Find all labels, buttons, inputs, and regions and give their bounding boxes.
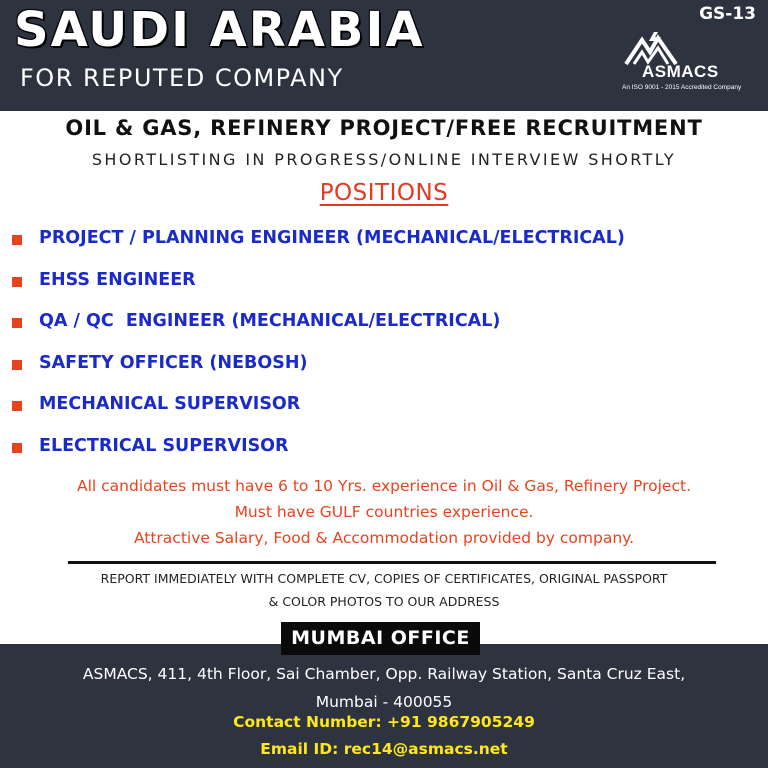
report-line-2: & COLOR PHOTOS TO OUR ADDRESS — [268, 594, 500, 609]
square-bullet-icon — [12, 360, 22, 370]
square-bullet-icon — [12, 318, 22, 328]
list-item — [12, 390, 752, 432]
header-banner — [0, 0, 768, 111]
position-label: MECHANICAL SUPERVISOR — [39, 394, 301, 414]
position-label: SAFETY OFFICER (NEBOSH) — [39, 352, 308, 373]
logo-name: ASMACS — [642, 62, 719, 81]
recruitment-headline: OIL & GAS, REFINERY PROJECT/FREE RECRUITMENT — [65, 116, 703, 140]
list-item — [12, 266, 752, 308]
office-title-badge: MUMBAI OFFICE — [281, 622, 480, 655]
square-bullet-icon — [12, 277, 22, 287]
address-line-2: Mumbai - 400055 — [315, 693, 453, 711]
positions-title: POSITIONS — [319, 180, 449, 206]
report-instructions — [0, 567, 768, 613]
address-line-1: ASMACS, 411, 4th Floor, Sai Chamber, Opp. Railway Station, Santa Cruz East, — [82, 665, 686, 683]
list-item — [12, 349, 752, 391]
position-label: EHSS ENGINEER — [39, 269, 196, 290]
benefits-note: Attractive Salary, Food & Accommodation provided by company. — [133, 529, 635, 547]
experience-requirement: All candidates must have 6 to 10 Yrs. experience in Oil & Gas, Refinery Project. — [77, 477, 691, 495]
shortlisting-subheadline: SHORTLISTING IN PROGRESS/ONLINE INTERVIEW SHORTLY — [91, 150, 677, 169]
contact-number: Contact Number: +91 9867905249 — [233, 713, 535, 731]
position-label: QA / QC ENGINEER (MECHANICAL/ELECTRICAL) — [39, 311, 501, 331]
mountain-bolt-logo-icon — [624, 32, 684, 66]
square-bullet-icon — [12, 443, 22, 453]
office-address — [0, 660, 768, 716]
position-label: ELECTRICAL SUPERVISOR — [39, 435, 289, 456]
report-line-1: REPORT IMMEDIATELY WITH COMPLETE CV, COPIES OF CERTIFICATES, ORIGINAL PASSPORT — [100, 571, 668, 586]
divider — [68, 561, 716, 564]
email-address: Email ID: rec14@asmacs.net — [260, 740, 508, 758]
gulf-requirement: Must have GULF countries experience. — [234, 503, 534, 521]
list-item — [12, 224, 752, 266]
square-bullet-icon — [12, 401, 22, 411]
company-subtitle: FOR REPUTED COMPANY — [20, 64, 344, 92]
position-label: PROJECT / PLANNING ENGINEER (MECHANICAL/ELECTRICAL) — [39, 228, 625, 248]
list-item — [12, 432, 752, 474]
square-bullet-icon — [12, 235, 22, 245]
positions-list — [12, 224, 752, 473]
country-title: SAUDI ARABIA — [14, 2, 425, 58]
ad-code: GS-13 — [699, 4, 756, 24]
logo-tagline: An ISO 9001 - 2015 Accredited Company — [622, 84, 742, 91]
list-item — [12, 307, 752, 349]
asmacs-logo — [620, 32, 752, 98]
